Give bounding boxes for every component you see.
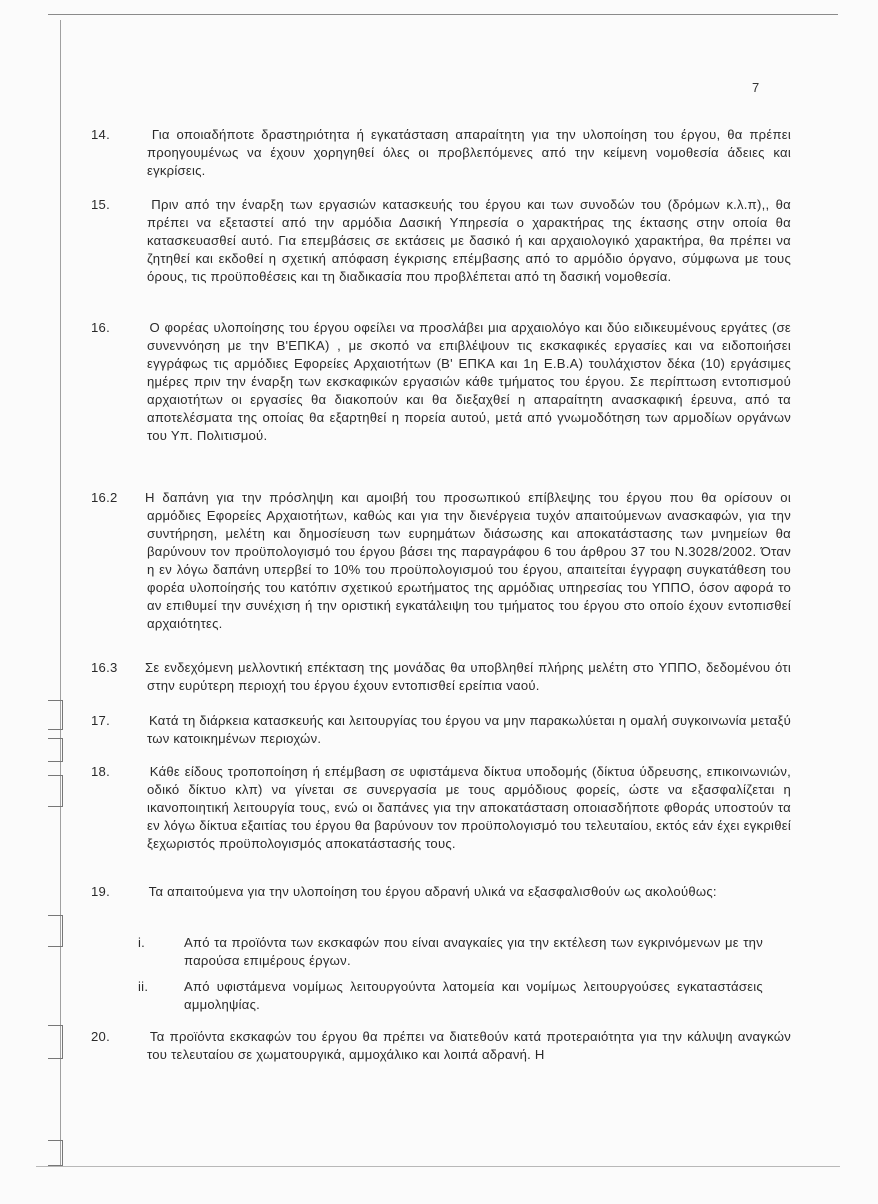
item-text: Πριν από την έναρξη των εργασιών κατασκευής του έργου και των συνοδών του (δρόμων κ.λ.π),, θα πρέπει να εξεταστεί από την αρμόδια Δασική Υπηρεσία ο χαρακτήρας της έκτασης στην οποία θα κατασκευασθεί αυτό. Για επεμβάσεις σε εκτάσεις με δασικό ή και αρχαιολογικό χαρακτήρα, θα πρέπει να ζητηθεί και εκδοθεί η σχετική απόφαση έγκρισης επέμβασης από το αρμόδιο όργανο, σύμφωνα με τους όρους, τις προϋποθέσεις και τη διαδικασία που προβλέπεται από τη δασική νομοθεσία. — [147, 197, 791, 284]
item-16 — [91, 319, 791, 445]
binder-hole-mark — [48, 1025, 63, 1059]
item-text: Κατά τη διάρκεια κατασκευής και λειτουργίας του έργου να μην παρακωλύεται η ομαλή συγκοινωνία μεταξύ των κατοικημένων περιοχών. — [147, 713, 792, 746]
sub-item-ii — [138, 978, 763, 1014]
binder-hole-mark — [48, 775, 63, 807]
item-text: Για οποιαδήποτε δραστηριότητα ή εγκατάσταση απαραίτητη για την υλοποίηση του έργου, θα πρέπει προηγουμένως να έχουν χορηγηθεί όλες οι προβλεπόμενες από την κείμενη νομοθεσία άδειες και εγκρίσεις. — [147, 127, 791, 178]
item-number: 15. — [91, 197, 110, 212]
binder-hole-mark — [48, 700, 63, 730]
page-top-edge — [48, 14, 838, 15]
sub-item-text: Από υφιστάμενα νομίμως λειτουργούντα λατομεία και νομίμως λειτουργούσες εγκαταστάσεις αμμοληψίας. — [184, 979, 763, 1012]
item-19 — [91, 883, 791, 901]
page-number: 7 — [752, 80, 760, 95]
item-number: 17. — [91, 713, 110, 728]
item-text: Η δαπάνη για την πρόσληψη και αμοιβή του προσωπικού επίβλεψης του έργου που θα ορίσουν οι αρμόδιες Εφορείες Αρχαιοτήτων, καθώς και για την διενέργεια τυχόν απαιτούμενων ανασκαφών, για την συντήρηση, μελέτη και δημοσίευση των ευρημάτων διάσωσης και αποκατάστασης των μνημείων θα βαρύνουν τον προϋπολογισμό του έργου βάσει της παραγράφου 6 του άρθρου 37 του Ν.3028/2002. Όταν η εν λόγω δαπάνη υπερβεί το 10% του προϋπολογισμού του έργου, απαιτείται έγγραφη συγκατάθεση του φορέα υλοποίησής του κατόπιν σχετικού ερωτήματος της αρμόδιας υπηρεσίας του ΥΠΠΟ, όσον αφορά το αν επιθυμεί την συνέχιση ή την οριστική εγκατάλειψη του τμήματος του έργου στο οποίο έχουν εντοπισθεί αρχαιότητες. — [145, 490, 791, 631]
item-number: 16.3 — [91, 660, 118, 675]
item-text: Σε ενδεχόμενη μελλοντική επέκταση της μονάδας θα υποβληθεί πλήρης μελέτη στο ΥΠΠΟ, δεδομένου ότι στην ευρύτερη περιοχή του έργου έχουν εντοπισθεί ερείπια ναού. — [145, 660, 791, 693]
item-number: 18. — [91, 764, 110, 779]
item-17 — [91, 712, 792, 748]
item-16-3 — [91, 659, 791, 695]
item-number: 16.2 — [91, 490, 118, 505]
item-number: 16. — [91, 320, 110, 335]
item-16-2 — [91, 489, 791, 633]
sub-item-i — [138, 934, 763, 970]
binder-hole-mark — [48, 915, 63, 947]
sub-item-text: Από τα προϊόντα των εκσκαφών που είναι αναγκαίες για την εκτέλεση των εγκρινόμενων με την παρούσα επιμέρους έργων. — [184, 935, 763, 968]
item-text: Τα προϊόντα εκσκαφών του έργου θα πρέπει να διατεθούν κατά προτεραιότητα για την κάλυψη αναγκών του τελευταίου σε χωματουργικά, αμμοχάλικο και λοιπά αδρανή. Η — [147, 1029, 792, 1062]
item-text: Κάθε είδους τροποποίηση ή επέμβαση σε υφιστάμενα δίκτυα υποδομής (δίκτυα ύδρευσης, επικοινωνιών, οδικό δίκτυο κλπ) να γίνεται σε συνεργασία με τους αρμόδιους φορείς, ώστε να εξασφαλίζεται η ικανοποιητική λειτουργία τους, ενώ οι δαπάνες για την αποκατάσταση οποιασδήποτε φθοράς υποστούν τα εν λόγω δίκτυα εξαιτίας του έργου θα βαρύνουν τον προϋπολογισμό του τελευταίου, εκτός εάν έχει εγκριθεί ξεχωριστός προϋπολογισμός αποκατάστασής τους. — [147, 764, 791, 851]
item-text: Ο φορέας υλοποίησης του έργου οφείλει να προσλάβει μια αρχαιολόγο και δύο ειδικευμένους εργάτες (σε συνεννόηση με την Β'ΕΠΚΑ) , με σκοπό να επιβλέψουν τις εκσκαφικές εργασίες και να ειδοποιήσει εγγράφως τις αρμόδιες Εφορείες Αρχαιοτήτων (Β' ΕΠΚΑ και 1η Ε.Β.Α) τουλάχιστον δέκα (10) εργάσιμες ημέρες πριν την έναρξη των εκσκαφικών εργασιών κάθε τμήματος του έργου. Σε περίπτωση εντοπισμού αρχαιοτήτων οι εργασίες θα διακοπούν και θα διεξαχθεί η απαραίτητη ανασκαφική έρευνα, από τα αποτελέσματα της οποίας θα εξαρτηθεί η πορεία αυτού, μετά από γνωμοδότηση των αρμοδίων οργάνων του Υπ. Πολιτισμού. — [147, 320, 791, 443]
binder-hole-mark — [48, 738, 63, 762]
item-text: Τα απαιτούμενα για την υλοποίηση του έργου αδρανή υλικά να εξασφαλισθούν ως ακολούθως: — [148, 884, 717, 899]
item-14 — [91, 126, 791, 180]
binder-hole-mark — [48, 1140, 63, 1166]
item-20 — [91, 1028, 792, 1064]
item-number: 14. — [91, 127, 110, 142]
sub-item-number: i. — [138, 935, 146, 950]
item-number: 19. — [91, 884, 110, 899]
item-15 — [91, 196, 791, 286]
item-18 — [91, 763, 791, 853]
item-number: 20. — [91, 1029, 110, 1044]
sub-item-number: ii. — [138, 979, 149, 994]
page-bottom-edge — [36, 1166, 840, 1167]
binder-margin-line — [60, 20, 61, 1165]
